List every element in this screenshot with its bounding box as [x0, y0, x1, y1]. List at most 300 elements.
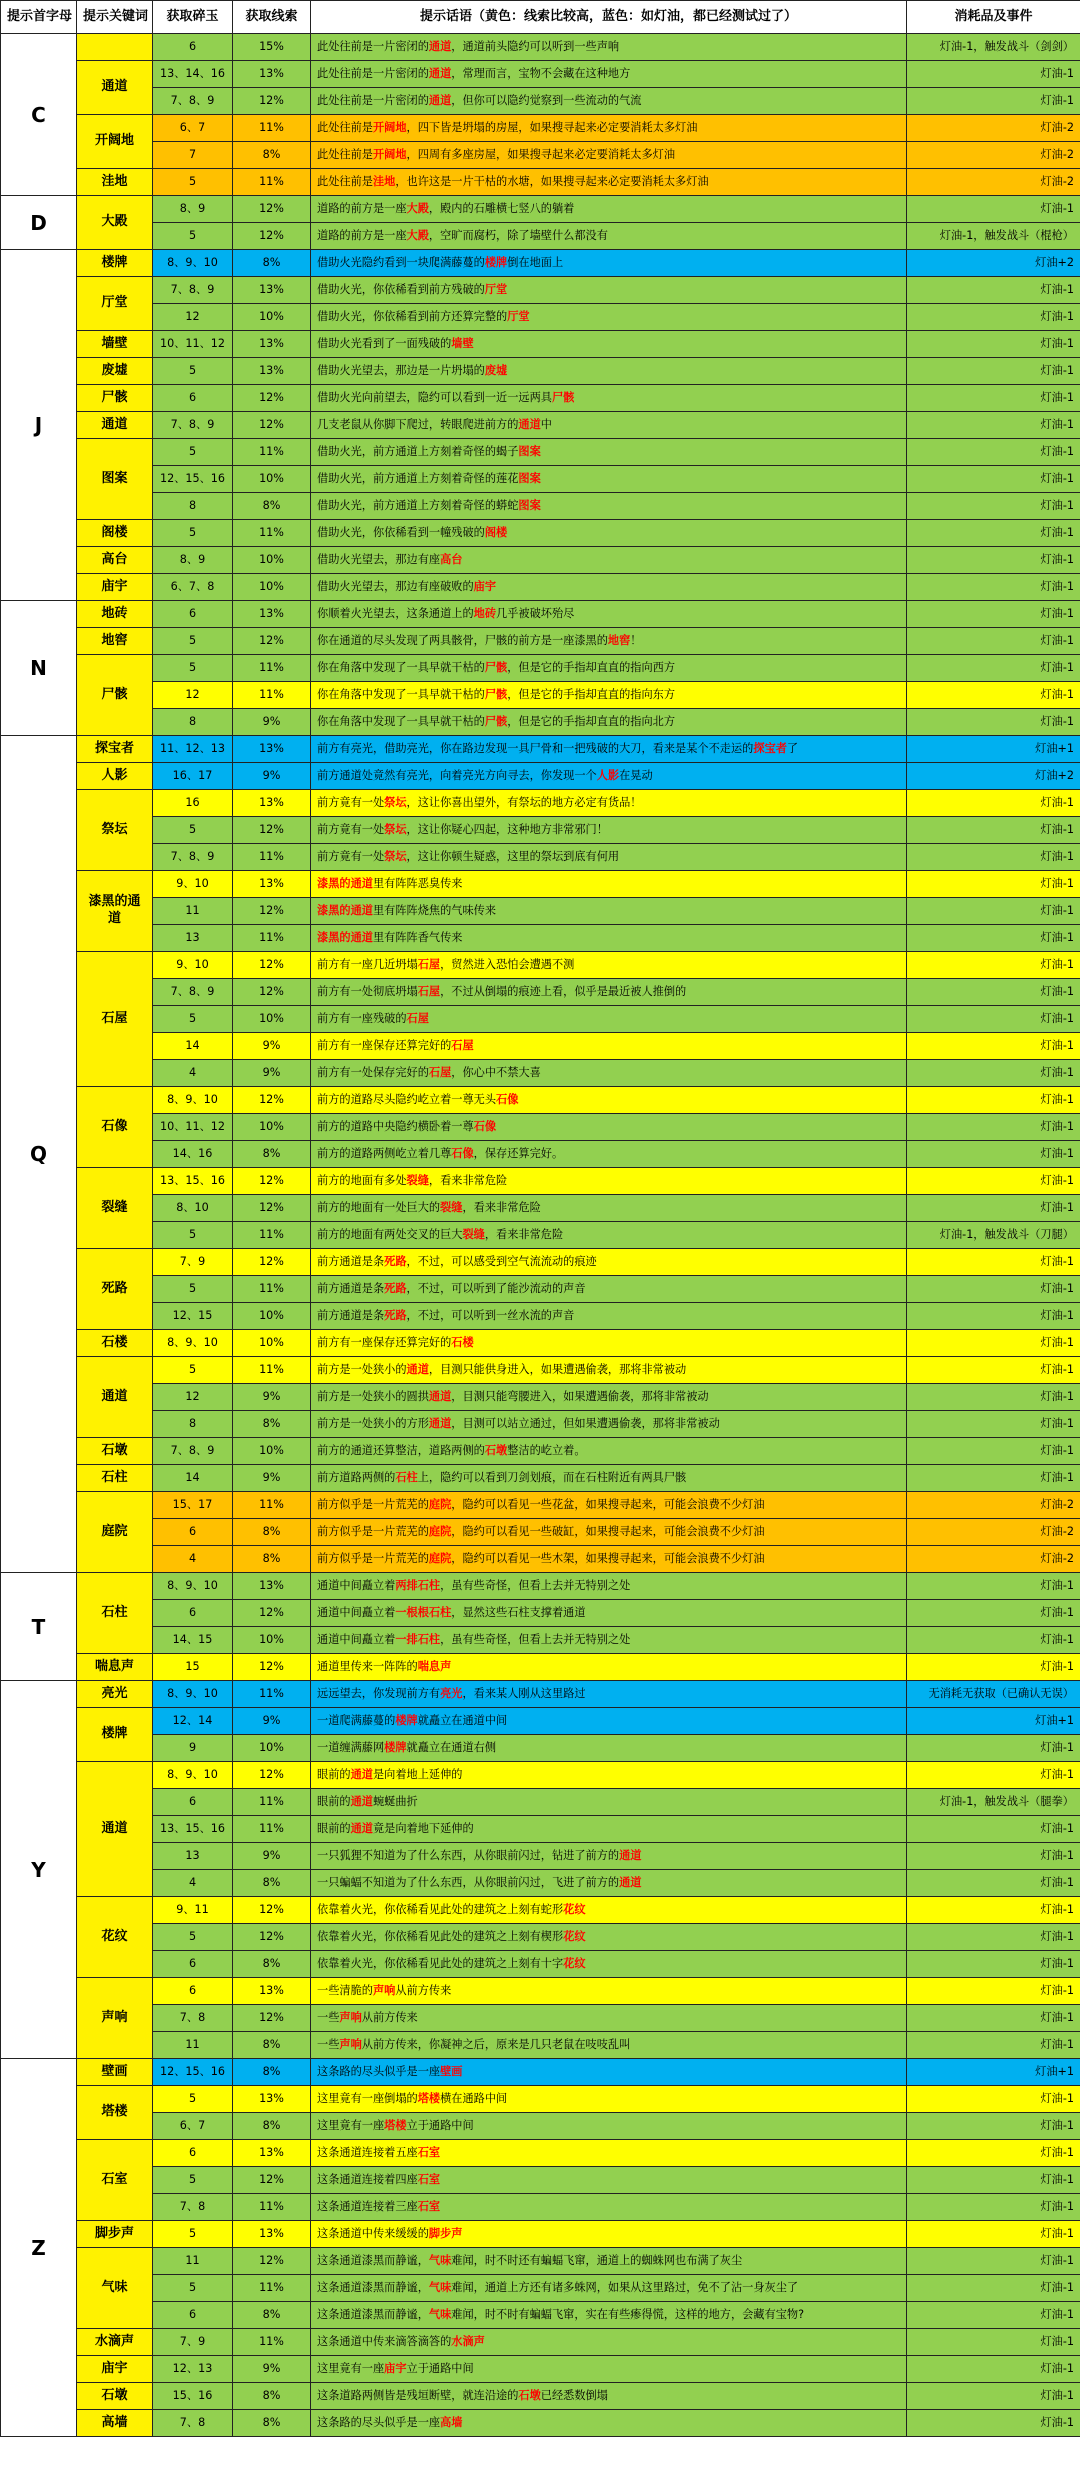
fragment-cell: 6: [153, 385, 233, 412]
cost-cell: 灯油-1: [907, 1627, 1080, 1654]
cost-cell: 灯油-1: [907, 2221, 1080, 2248]
cost-cell: 灯油-1，触发战斗（棍枪）: [907, 223, 1080, 250]
fragment-cell: 11、12、13: [153, 736, 233, 763]
cost-cell: 灯油-1，触发战斗（腿拳）: [907, 1789, 1080, 1816]
cost-cell: 灯油-1: [907, 628, 1080, 655]
hint-text: 通道里传来一阵阵的: [317, 1659, 418, 1673]
hint-text: 这条通道中传来滴答滴答的: [317, 2334, 452, 2348]
table-row: [1, 1330, 1080, 1357]
cost-cell: 灯油-1: [907, 1249, 1080, 1276]
table-row: [1, 358, 1080, 385]
table-row: [1, 331, 1080, 358]
probability-cell: 10%: [233, 304, 311, 331]
fragment-cell: 11: [153, 2248, 233, 2275]
hint-keyword: 水滴声: [451, 2334, 485, 2348]
hint-text: 前方似乎是一片荒芜的: [317, 1497, 429, 1511]
table-row: [1, 1384, 1080, 1411]
hint-text: 通道中间矗立着: [317, 1605, 396, 1619]
fragment-cell: 5: [153, 223, 233, 250]
hint-keyword: 大殿: [406, 201, 429, 215]
table-row: [1, 2356, 1080, 2383]
cost-cell: 灯油-1: [907, 1168, 1080, 1195]
hint-text: ，保存还算完好。: [473, 1146, 564, 1160]
probability-cell: 13%: [233, 790, 311, 817]
table-row: [1, 1708, 1080, 1735]
table-row: [1, 763, 1080, 790]
cost-cell: 灯油-1: [907, 1330, 1080, 1357]
hint-cell: [311, 979, 907, 1006]
hint-text: 借助火光，你依稀看到前方还算完整的: [317, 309, 508, 323]
hint-text: 借助火光，你依稀看到一幢残破的: [317, 525, 485, 539]
hint-text: ，空旷而腐朽，除了墙壁什么都没有: [428, 228, 608, 242]
hint-text: 中: [540, 417, 552, 431]
hint-text: ，虽有些奇怪，但看上去并无特别之处: [440, 1578, 631, 1592]
hint-cell: [311, 1681, 907, 1708]
hint-cell: [311, 2086, 907, 2113]
probability-cell: 12%: [233, 2248, 311, 2275]
hint-cell: [311, 1573, 907, 1600]
table-row: [1, 871, 1080, 898]
probability-cell: 10%: [233, 1627, 311, 1654]
fragment-cell: 6、7、8: [153, 574, 233, 601]
cost-cell: 灯油+2: [907, 763, 1080, 790]
cost-cell: 灯油-1: [907, 2410, 1080, 2437]
hint-text: ，这让你喜出望外，有祭坛的地方必定有货品！: [406, 795, 642, 809]
hint-cell: [311, 115, 907, 142]
hint-text: 眼前的: [317, 1767, 351, 1781]
hint-text: 一只狐狸不知道为了什么东西，从你眼前闪过，钻进了前方的: [317, 1848, 620, 1862]
table-row: [1, 385, 1080, 412]
hint-text: 此处往前是一片密闭的: [317, 39, 429, 53]
table-row: [1, 250, 1080, 277]
hint-keyword: 石屋: [428, 1065, 452, 1079]
hint-keyword: 楼牌: [484, 255, 508, 269]
cost-cell: 灯油-1: [907, 2140, 1080, 2167]
hint-text: ，贸然进入恐怕会遭遇不测: [440, 957, 575, 971]
cost-cell: 灯油-1: [907, 1735, 1080, 1762]
hint-text: 借助火光隐约看到一块爬满藤蔓的: [317, 255, 485, 269]
probability-cell: 8%: [233, 1141, 311, 1168]
hint-text: 是向着地上延伸的: [372, 1767, 463, 1781]
cost-cell: 灯油-1: [907, 1951, 1080, 1978]
probability-cell: 12%: [233, 2005, 311, 2032]
hint-keyword: 石室: [417, 2172, 441, 2186]
keyword-cell: 塔楼: [77, 2086, 153, 2140]
hint-keyword: 大殿: [406, 228, 429, 242]
hint-keyword: 阁楼: [484, 525, 508, 539]
hint-cell: [311, 790, 907, 817]
hint-cell: [311, 1951, 907, 1978]
hint-keyword: 高墙: [440, 2415, 463, 2429]
hint-text: 就矗立在通道右侧: [406, 1740, 497, 1754]
fragment-cell: 7、9: [153, 1249, 233, 1276]
cost-cell: 灯油-1: [907, 547, 1080, 574]
fragment-cell: 11: [153, 898, 233, 925]
hint-text: 从前方传来，你凝神之后，原来是几只老鼠在吱吱乱叫: [361, 2037, 631, 2051]
hint-text: ，通道前头隐约可以听到一些声响: [451, 39, 620, 53]
header-probability: 获取线索: [233, 1, 311, 34]
fragment-cell: 5: [153, 655, 233, 682]
fragment-cell: 15、16: [153, 2383, 233, 2410]
fragment-cell: 7、9: [153, 2329, 233, 2356]
hint-text: 前方似乎是一片荒芜的: [317, 1524, 429, 1538]
hint-keyword: 亮光: [440, 1686, 463, 1700]
hint-keyword: 石像: [473, 1119, 497, 1133]
hint-text: 借助火光向前望去，隐约可以看到一近一远两具: [317, 390, 552, 404]
hint-text: 这里竟有一座: [317, 2118, 385, 2132]
table-row: [1, 925, 1080, 952]
hint-keyword: 楼牌: [384, 1740, 407, 1754]
table-row: [1, 1789, 1080, 1816]
probability-cell: 8%: [233, 2032, 311, 2059]
hint-keyword: 气味: [428, 2307, 452, 2321]
table-row: [1, 2032, 1080, 2059]
hint-keyword: 石墩: [484, 1443, 508, 1457]
fragment-cell: 5: [153, 628, 233, 655]
table-row: [1, 2329, 1080, 2356]
hint-cell: [311, 1168, 907, 1195]
cost-cell: 灯油+1: [907, 2059, 1080, 2086]
keyword-cell: 探宝者: [77, 736, 153, 763]
hint-text: 前方道路两侧的: [317, 1470, 396, 1484]
cost-cell: 灯油-1: [907, 1303, 1080, 1330]
hint-cell: [311, 1519, 907, 1546]
keyword-cell: 石室: [77, 2140, 153, 2221]
fragment-cell: 5: [153, 2275, 233, 2302]
cost-cell: 灯油-1: [907, 277, 1080, 304]
hint-keyword: 气味: [428, 2280, 452, 2294]
cost-cell: 灯油-1: [907, 2356, 1080, 2383]
keyword-cell: 石墩: [77, 2383, 153, 2410]
table-row: [1, 1006, 1080, 1033]
hint-text: 里有阵阵恶臭传来: [372, 876, 463, 890]
probability-cell: 13%: [233, 277, 311, 304]
table-row: [1, 2248, 1080, 2275]
hint-keyword: 石屋: [406, 1011, 429, 1025]
hint-text: 借助火光，你依稀看到前方残破的: [317, 282, 485, 296]
hint-keyword: 废墟: [484, 363, 508, 377]
fragment-cell: 6: [153, 1951, 233, 1978]
fragment-cell: 5: [153, 439, 233, 466]
fragment-cell: 9、10: [153, 871, 233, 898]
hint-keyword: 漆黑的通道: [317, 876, 373, 890]
table-row: [1, 1924, 1080, 1951]
hint-keyword: 地窖: [607, 633, 631, 647]
cost-cell: 灯油-1: [907, 2329, 1080, 2356]
probability-cell: 13%: [233, 1978, 311, 2005]
hint-cell: [311, 520, 907, 547]
keyword-cell: 脚步声: [77, 2221, 153, 2248]
table-row: [1, 547, 1080, 574]
table-row: [1, 2086, 1080, 2113]
fragment-cell: 12: [153, 1384, 233, 1411]
probability-cell: 12%: [233, 1600, 311, 1627]
hint-keyword: 开阔地: [372, 120, 407, 134]
table-row: [1, 1735, 1080, 1762]
probability-cell: 11%: [233, 115, 311, 142]
cost-cell: 灯油-1: [907, 2086, 1080, 2113]
probability-cell: 10%: [233, 1735, 311, 1762]
hint-text: 前方通道处竟然有亮光，向着亮光方向寻去，你发现一个: [317, 768, 597, 782]
hint-cell: [311, 736, 907, 763]
probability-cell: 12%: [233, 817, 311, 844]
hint-text: 一道爬满藤蔓的: [317, 1713, 396, 1727]
probability-cell: 12%: [233, 1168, 311, 1195]
hint-text: ，但你可以隐约觉察到一些流动的气流: [451, 93, 642, 107]
table-row: [1, 142, 1080, 169]
table-row: [1, 1195, 1080, 1222]
probability-cell: 12%: [233, 1654, 311, 1681]
hint-text: 这条路的尽头似乎是一座: [317, 2415, 441, 2429]
hint-cell: [311, 1411, 907, 1438]
probability-cell: 13%: [233, 2221, 311, 2248]
hint-cell: [311, 412, 907, 439]
hint-cell: [311, 2275, 907, 2302]
hint-text: 这里竟有一座: [317, 2361, 385, 2375]
hint-keyword: 探宝者: [753, 741, 787, 755]
cost-cell: 灯油-1: [907, 331, 1080, 358]
fragment-cell: 7、8: [153, 2410, 233, 2437]
cost-cell: 灯油-1: [907, 844, 1080, 871]
hint-keyword: 一排石柱: [395, 1632, 441, 1646]
table-row: [1, 1627, 1080, 1654]
hint-text: 前方的通道还算整洁，道路两侧的: [317, 1443, 485, 1457]
hint-cell: [311, 655, 907, 682]
probability-cell: 8%: [233, 2059, 311, 2086]
probability-cell: 13%: [233, 2140, 311, 2167]
keyword-cell: 通道: [77, 1762, 153, 1897]
hint-text: 前方是一处狭小的圆拱: [317, 1389, 429, 1403]
fragment-cell: 7: [153, 142, 233, 169]
hint-keyword: 声响: [339, 2010, 362, 2024]
cost-cell: 灯油-1，触发战斗（刀腿）: [907, 1222, 1080, 1249]
cost-cell: 灯油-1: [907, 601, 1080, 628]
hint-cell: [311, 1816, 907, 1843]
probability-cell: 9%: [233, 709, 311, 736]
group-letter: N: [1, 601, 77, 736]
hint-text: 借助火光，前方通道上方刻着奇怪的蟒蛇: [317, 498, 519, 512]
fragment-cell: 6、7: [153, 115, 233, 142]
hint-cell: [311, 547, 907, 574]
hint-text: 依靠着火光，你依稀看见此处的建筑之上刻有十字: [317, 1956, 564, 1970]
hint-text: 这里竟有一座倒塌的: [317, 2091, 418, 2105]
cost-cell: 灯油-2: [907, 1492, 1080, 1519]
cost-cell: 灯油-1: [907, 439, 1080, 466]
hint-cell: [311, 1303, 907, 1330]
hint-text: 依靠着火光，你依稀看见此处的建筑之上刻有楔形: [317, 1929, 564, 1943]
hint-cell: [311, 1627, 907, 1654]
cost-cell: 灯油-1: [907, 412, 1080, 439]
hint-text: ，看来非常危险: [484, 1227, 564, 1241]
hint-keyword: 庭院: [428, 1524, 452, 1538]
hint-keyword: 祭坛: [384, 849, 407, 863]
hint-cell: [311, 709, 907, 736]
header-row: [1, 1, 1080, 34]
cost-cell: 灯油+1: [907, 1708, 1080, 1735]
hint-cell: [311, 628, 907, 655]
hint-text: 前方有亮光，借助亮光，你在路边发现一具尸骨和一把残破的大刀，看来是某个不走运的: [317, 741, 754, 755]
hint-cell: [311, 601, 907, 628]
probability-cell: 10%: [233, 1114, 311, 1141]
hint-text: 这条通道连接着五座: [317, 2145, 418, 2159]
table-row: [1, 1276, 1080, 1303]
table-row: [1, 2302, 1080, 2329]
probability-cell: 10%: [233, 1438, 311, 1465]
table-row: [1, 2221, 1080, 2248]
table-row: [1, 61, 1080, 88]
keyword-cell: 庙宇: [77, 2356, 153, 2383]
hint-text: ，目测可以站立通过，但如果遭遇偷袭，那将非常被动: [451, 1416, 720, 1430]
table-row: [1, 2410, 1080, 2437]
cost-cell: 灯油-1: [907, 196, 1080, 223]
hint-text: ，这让你疑心四起，这种地方非常邪门！: [406, 822, 608, 836]
hint-text: 一些清脆的: [317, 1983, 373, 1997]
fragment-cell: 6: [153, 34, 233, 61]
fragment-cell: 4: [153, 1546, 233, 1573]
keyword-cell: 石楼: [77, 1330, 153, 1357]
fragment-cell: 5: [153, 817, 233, 844]
hint-cell: [311, 277, 907, 304]
probability-cell: 9%: [233, 1060, 311, 1087]
fragment-cell: 4: [153, 1870, 233, 1897]
table-row: [1, 2113, 1080, 2140]
table-row: [1, 1951, 1080, 1978]
hint-keyword: 通道: [428, 39, 452, 53]
hint-text: ，不过，可以感受到空气流流动的痕迹: [406, 1254, 597, 1268]
keyword-cell: 楼牌: [77, 1708, 153, 1762]
hint-text: 倒在地面上: [507, 255, 564, 269]
hint-text: 从前方传来: [395, 1983, 452, 1997]
fragment-cell: 5: [153, 1006, 233, 1033]
cost-cell: 灯油-1: [907, 1033, 1080, 1060]
fragment-cell: 7、8、9: [153, 412, 233, 439]
hint-text: 道路的前方是一座: [317, 228, 407, 242]
keyword-cell: 花纹: [77, 1897, 153, 1978]
probability-cell: 8%: [233, 2113, 311, 2140]
probability-cell: 9%: [233, 1384, 311, 1411]
probability-cell: 13%: [233, 331, 311, 358]
hint-keyword: 厅堂: [484, 282, 508, 296]
keyword-cell: 祭坛: [77, 790, 153, 871]
cost-cell: 灯油-1: [907, 1195, 1080, 1222]
probability-cell: 11%: [233, 1222, 311, 1249]
hint-text: 此处往前是: [317, 147, 373, 161]
hint-text: 几乎被破坏殆尽: [496, 606, 575, 620]
probability-cell: 13%: [233, 61, 311, 88]
keyword-cell: 气味: [77, 2248, 153, 2329]
table-row: [1, 1897, 1080, 1924]
hint-text: ，不过，可以听到了能沙流动的声音: [406, 1281, 586, 1295]
probability-cell: 8%: [233, 2410, 311, 2437]
hint-keyword: 祭坛: [384, 822, 407, 836]
probability-cell: 9%: [233, 763, 311, 790]
table-row: [1, 844, 1080, 871]
hint-text: ，目测只能供身进入，如果遭遇偷袭，那将非常被动: [428, 1362, 687, 1376]
hint-cell: [311, 1033, 907, 1060]
hint-keyword: 壁画: [440, 2064, 463, 2078]
probability-cell: 8%: [233, 1870, 311, 1897]
hint-keyword: 通道: [428, 1389, 452, 1403]
hint-cell: [311, 2032, 907, 2059]
table-row: [1, 682, 1080, 709]
cost-cell: 灯油-1: [907, 1762, 1080, 1789]
fragment-cell: 7、8: [153, 2005, 233, 2032]
table-row: [1, 1033, 1080, 1060]
hint-cell: [311, 1222, 907, 1249]
hint-cell: [311, 871, 907, 898]
table-row: [1, 1492, 1080, 1519]
hint-text: 此处往前是一片密闭的: [317, 66, 429, 80]
cost-cell: 灯油-1: [907, 790, 1080, 817]
table-row: [1, 1681, 1080, 1708]
cost-cell: 灯油-1: [907, 925, 1080, 952]
hint-cell: [311, 574, 907, 601]
group-letter: Q: [1, 736, 77, 1573]
probability-cell: 12%: [233, 1897, 311, 1924]
hint-text: 就矗立在通道中间: [417, 1713, 508, 1727]
probability-cell: 11%: [233, 1681, 311, 1708]
hint-text: ，四周有多座房屋，如果搜寻起来必定要消耗太多灯油: [406, 147, 676, 161]
cost-cell: 灯油+1: [907, 736, 1080, 763]
hint-keyword: 漆黑的通道: [317, 903, 373, 917]
hint-text: 前方通道是条: [317, 1308, 385, 1322]
keyword-cell: 地窖: [77, 628, 153, 655]
hint-text: 这条通道漆黑而静谧，: [317, 2253, 429, 2267]
hint-text: 前方有一座保存还算完好的: [317, 1038, 452, 1052]
cost-cell: 灯油-1: [907, 1897, 1080, 1924]
hint-text: 前方的道路中央隐约横卧着一尊: [317, 1119, 474, 1133]
probability-cell: 11%: [233, 925, 311, 952]
hint-text: 一些: [317, 2037, 340, 2051]
table-row: [1, 1141, 1080, 1168]
hint-text: 前方通道是条: [317, 1281, 385, 1295]
table-row: [1, 196, 1080, 223]
fragment-cell: 7、8、9: [153, 88, 233, 115]
hint-text: 一道缠满藤网: [317, 1740, 385, 1754]
hint-text: 已经悉数倒塌: [540, 2388, 608, 2402]
fragment-cell: 7、8: [153, 2194, 233, 2221]
probability-cell: 8%: [233, 1546, 311, 1573]
hint-keyword: 通道: [619, 1875, 642, 1889]
cost-cell: 灯油-1: [907, 1978, 1080, 2005]
table-row: [1, 2167, 1080, 2194]
probability-cell: 13%: [233, 1573, 311, 1600]
probability-cell: 11%: [233, 1276, 311, 1303]
keyword-cell: 尸骸: [77, 385, 153, 412]
hint-text: 前方的道路尽头隐约屹立着一尊无头: [317, 1092, 497, 1106]
cost-cell: 灯油-1: [907, 817, 1080, 844]
fragment-cell: 5: [153, 1276, 233, 1303]
hint-text: ，这让你顿生疑惑，这里的祭坛到底有何用: [406, 849, 620, 863]
hint-keyword: 尸骸: [484, 660, 508, 674]
keyword-cell: 楼牌: [77, 250, 153, 277]
hint-text: ，看来非常危险: [428, 1173, 508, 1187]
hint-text: 前方有一处保存完好的: [317, 1065, 429, 1079]
table-row: [1, 2140, 1080, 2167]
hint-cell: [311, 1465, 907, 1492]
probability-cell: 15%: [233, 34, 311, 61]
table-row: [1, 1573, 1080, 1600]
fragment-cell: 7、8、9: [153, 844, 233, 871]
probability-cell: 12%: [233, 979, 311, 1006]
hint-cell: [311, 1870, 907, 1897]
hint-cell: [311, 385, 907, 412]
hint-text: 你在通道的尽头发现了两具骸骨，尸骸的前方是一座漆黑的: [317, 633, 608, 647]
fragment-cell: 14: [153, 1033, 233, 1060]
cost-cell: 灯油-1: [907, 2383, 1080, 2410]
hint-cell: [311, 1654, 907, 1681]
fragment-cell: 8、9: [153, 196, 233, 223]
